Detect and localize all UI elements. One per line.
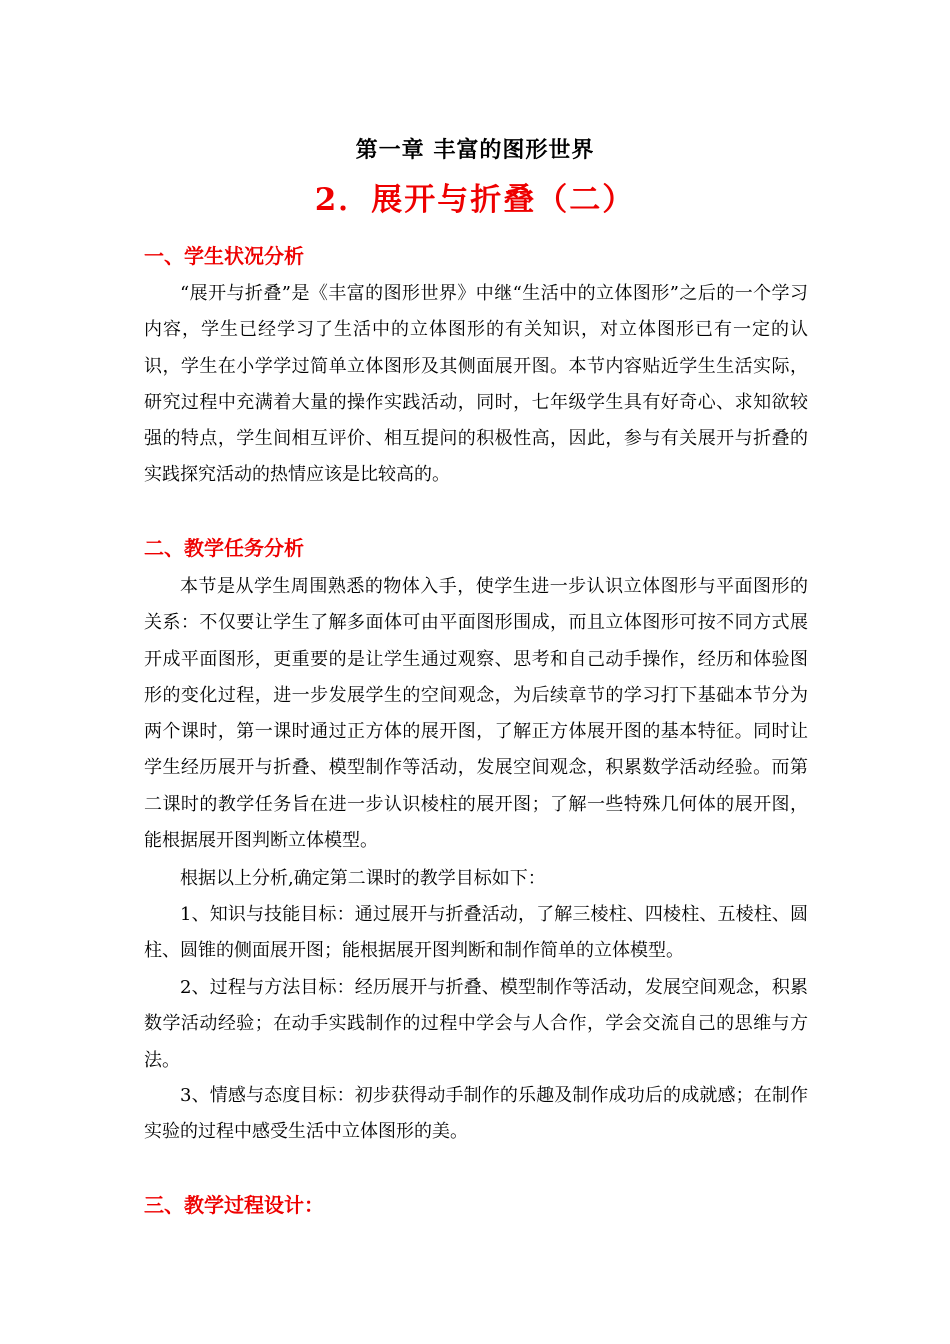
section-heading-student-analysis: 一、学生状况分析: [144, 244, 304, 268]
paragraph-objectives-intro: 根据以上分析,确定第二课时的教学目标如下：: [180, 868, 546, 889]
chapter-title: 第一章 丰富的图形世界: [355, 137, 595, 163]
section-heading-task-analysis: 二、教学任务分析: [144, 536, 304, 560]
paragraph-student-analysis: “展开与折叠”是《丰富的图形世界》中继“生活中的立体图形”之后的一个学习内容，学生已经学习了生活中的立体图形的有关知识，对立体图形已有一定的认识，学生在小学学过简单立体图形及其侧面展开图。本节内容贴近学生生活实际，研究过程中充满着大量的操作实践活动，同时，七年级学生具有好奇心、求知欲较强的特点，学生间相互评价、相互提问的积极性高，因此，参与有关展开与折叠的实践探究活动的热情应该是比较高的。: [144, 283, 808, 486]
lesson-title: 2．展开与折叠（二）: [314, 182, 636, 218]
section-heading-teaching-process: 三、教学过程设计：: [144, 1193, 324, 1217]
paragraph-task-analysis: 本节是从学生周围熟悉的物体入手，使学生进一步认识立体图形与平面图形的关系：不仅要让学生了解多面体可由平面图形围成，而且立体图形可按不同方式展开成平面图形，更重要的是让学生通过观察、思考和自己动手操作，经历和体验图形的变化过程，进一步发展学生的空间观念，为后续章节的学习打下基础本节分为两个课时，第一课时通过正方体的展开图，了解正方体展开图的基本特征。同时让学生经历展开与折叠、模型制作等活动，发展空间观念，积累数学活动经验。而第二课时的教学任务旨在进一步认识棱柱的展开图；了解一些特殊几何体的展开图，能根据展开图判断立体模型。: [144, 576, 808, 852]
paragraph-objective-process: 2、过程与方法目标：经历展开与折叠、模型制作等活动，发展空间观念，积累数学活动经验；在动手实践制作的过程中学会与人合作，学会交流自己的思维与方法。: [144, 977, 808, 1071]
paragraph-objective-attitude: 3、情感与态度目标：初步获得动手制作的乐趣及制作成功后的成就感；在制作实验的过程中感受生活中立体图形的美。: [144, 1085, 808, 1143]
paragraph-objective-knowledge: 1、知识与技能目标：通过展开与折叠活动，了解三棱柱、四棱柱、五棱柱、圆柱、圆锥的侧面展开图；能根据展开图判断和制作简单的立体模型。: [144, 904, 808, 962]
